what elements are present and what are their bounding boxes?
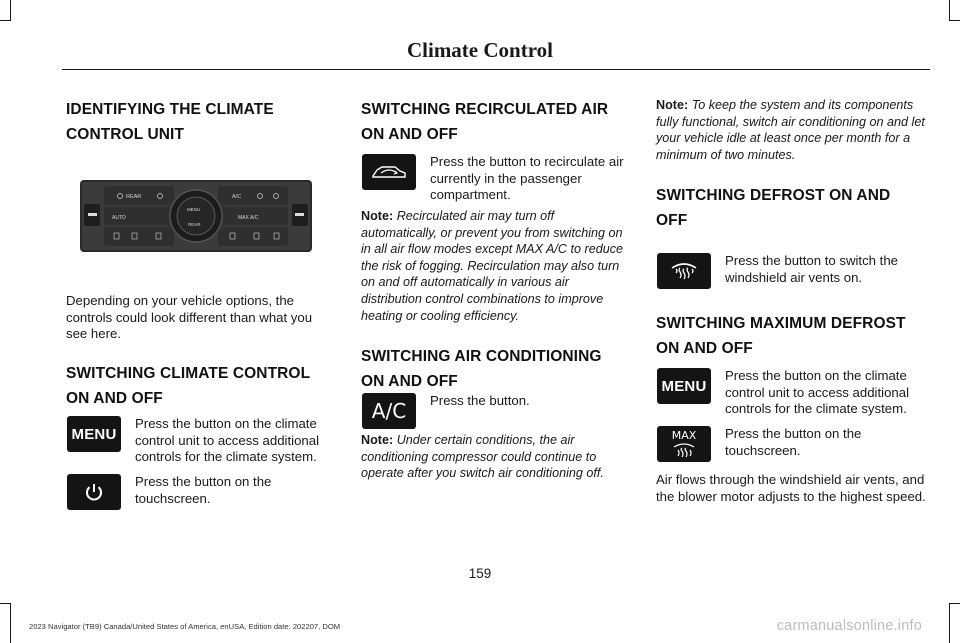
power-instruction-text: Press the button on the touchscreen. — [135, 474, 272, 506]
power-symbol — [83, 481, 105, 503]
heading-line: SWITCHING RECIRCULATED AIR — [361, 101, 609, 118]
crop-mark — [949, 603, 960, 604]
heading-line: ON AND OFF — [361, 126, 458, 143]
defrost-instruction-text: Press the button to switch the windshield air vents on. — [725, 253, 898, 285]
menu-button-icon — [67, 416, 121, 452]
crop-mark — [0, 20, 11, 21]
column-2-lower — [361, 432, 633, 482]
crop-mark — [949, 20, 960, 21]
watermark: carmanualsonline.info — [776, 618, 922, 634]
section-heading-max-defrost — [656, 311, 930, 361]
recirculate-instruction-row — [362, 154, 632, 204]
note-label: Note: — [656, 98, 689, 112]
note-label: Note: — [361, 209, 394, 223]
column-2-middle — [361, 208, 633, 394]
heading-line: SWITCHING CLIMATE CONTROL — [66, 364, 311, 382]
heading-line: ON AND OFF — [361, 373, 458, 391]
power-icon — [67, 474, 121, 510]
menu-instruction-row — [67, 416, 333, 466]
windshield-defrost-icon — [657, 253, 711, 289]
note-text: To keep the system and its components fully functional, switch air conditioning on and let your vehicle idle at least once per month for a minimum of two minutes. — [656, 98, 925, 162]
ac-note — [361, 432, 633, 482]
maintenance-note — [656, 97, 930, 163]
column-1 — [66, 97, 334, 147]
heading-line: OFF — [656, 212, 688, 230]
menu-instruction-text: Press the button on the climate control unit to access additional controls for the climate system. — [135, 416, 320, 465]
heading-line: SWITCHING AIR CONDITIONING — [361, 348, 602, 366]
panel-auto-label: AUTO — [112, 215, 126, 221]
note-text: Under certain conditions, the air conditioning compressor could continue to operate after you switch air conditioning off. — [361, 433, 604, 481]
car-recirculate-symbol — [369, 161, 409, 183]
column-3 — [656, 97, 930, 233]
max-defrost-instruction-row — [657, 426, 929, 462]
column-1-lower — [66, 293, 334, 411]
section-heading-recirculated — [361, 97, 633, 147]
heading-line: CONTROL UNIT — [66, 126, 185, 143]
max-defrost-symbol — [671, 442, 697, 458]
section-heading-defrost — [656, 183, 930, 233]
recirculation-note — [361, 208, 633, 324]
recirculate-instruction-text: Press the button to recirculate air currently in the passenger compartment. — [430, 154, 624, 203]
menu-icon-label: MENU — [71, 425, 117, 443]
section-heading-identifying — [66, 97, 334, 147]
crop-mark — [0, 603, 11, 604]
heading-line: SWITCHING MAXIMUM DEFROST — [656, 315, 906, 332]
page-title: Climate Control — [406, 38, 553, 62]
crop-mark — [949, 603, 950, 643]
ac-button-icon — [362, 393, 416, 429]
airflow-paragraph: Air flows through the windshield air vents, and the blower motor adjusts to the highest speed. — [656, 472, 926, 504]
panel-ac-label: A/C — [232, 194, 242, 200]
edition-footer: 2023 Navigator (TB9) Canada/United States of America, enUSA, Edition date: 202207, DOM — [29, 622, 341, 631]
crop-mark — [10, 603, 11, 643]
note-text: Recirculated air may turn off automatically, or prevent you from switching on in all air flow modes except MAX A/C to reduce the risk of fogging. Recirculation may also turn on and off automatically in various air distribution control combinations to improve heating or cooling efficiency. — [361, 209, 624, 323]
panel-rear2-label: REAR — [188, 222, 201, 227]
section-heading-air-conditioning — [361, 344, 633, 394]
note-label: Note: — [361, 433, 394, 447]
ac-icon-label: A/C — [371, 399, 407, 423]
heading-line: ON AND OFF — [656, 340, 753, 357]
recirculate-icon — [362, 154, 416, 190]
column-2 — [361, 97, 633, 147]
panel-rear-label: REAR — [126, 194, 142, 200]
ac-instruction-text: Press the button. — [430, 393, 530, 408]
column-3-lower — [656, 472, 930, 505]
max-icon-label: MAX — [671, 429, 697, 442]
climate-control-panel-image — [80, 180, 312, 252]
heading-line: ON AND OFF — [66, 389, 163, 407]
menu-button-icon — [657, 368, 711, 404]
max-menu-instruction-row — [657, 368, 929, 418]
column-3-middle — [656, 311, 930, 361]
panel-menu-label: MENU — [187, 207, 201, 212]
max-menu-instruction-text: Press the button on the climate control unit to access additional controls for the climate system. — [725, 368, 910, 417]
power-instruction-row — [67, 474, 333, 510]
crop-mark — [949, 0, 950, 21]
ac-instruction-row — [362, 393, 632, 429]
heading-line: SWITCHING DEFROST ON AND — [656, 187, 891, 205]
page-number: 159 — [468, 566, 492, 581]
defrost-instruction-row — [657, 253, 929, 289]
heading-line: IDENTIFYING THE CLIMATE — [66, 101, 274, 118]
panel-max-ac-label: MAX A/C — [238, 215, 259, 221]
max-defrost-icon — [657, 426, 711, 462]
menu-icon-label: MENU — [661, 377, 707, 395]
intro-paragraph: Depending on your vehicle options, the controls could look different than what you see here. — [66, 293, 313, 342]
defrost-symbol — [669, 258, 699, 284]
header-divider — [62, 69, 930, 70]
max-defrost-instruction-text: Press the button on the touchscreen. — [725, 426, 862, 458]
section-heading-climate-on-off — [66, 361, 334, 411]
crop-mark — [10, 0, 11, 21]
